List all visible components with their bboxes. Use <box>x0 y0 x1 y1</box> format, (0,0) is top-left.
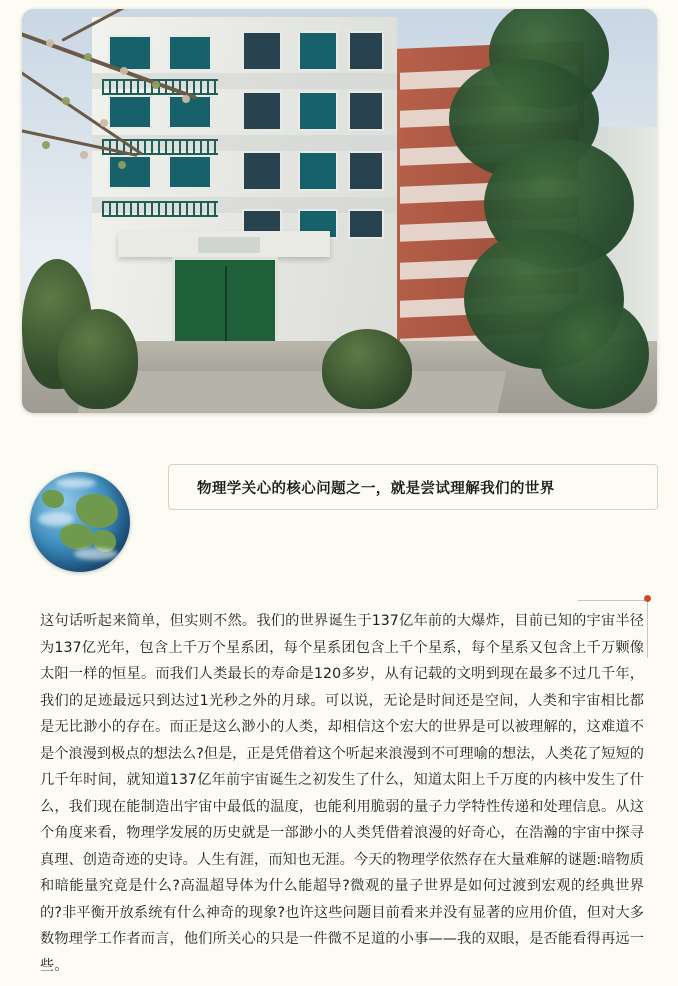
marker-vertical-line <box>647 600 648 658</box>
marker-horizontal-line <box>578 600 646 601</box>
shrub <box>322 329 412 409</box>
hero-photo-illustration <box>22 9 657 413</box>
pine-tree <box>429 9 639 399</box>
quote-row <box>30 460 658 560</box>
hero-image <box>22 9 657 413</box>
quote-box <box>168 464 658 510</box>
shrub <box>58 309 138 409</box>
article-body <box>40 608 644 979</box>
building-sign <box>198 237 260 253</box>
body-paragraph: 这句话听起来简单，但实则不然。我们的世界诞生于137亿年前的大爆炸，目前已知的宇宙半径为137亿光年，包含上千万个星系团，每个星系团包含上千个星系，每个星系又包含上千万颗像太阳一样的恒星。而我们人类最长的寿命是120多岁，从有记载的文明到现在最多不过几千年，我们的足迹最远只到达过1光秒之外的月球。可以说，无论是时间还是空间，人类和宇宙相比都是无比渺小的存在。而正是这么渺小的人类，却相信这个宏大的世界是可以被理解的，这难道不是个浪漫到极点的想法么?但是，正是凭借着这个听起来浪漫到不可理喻的想法，人类花了短短的几千年时间，就知道137亿年前宇宙诞生之初发生了什么，知道太阳上千万度的内核中发生了什么，我们现在能制造出宇宙中最低的温度，也能利用脆弱的量子力学特性传递和处理信息。从这个角度来看，物理学发展的历史就是一部渺小的人类凭借着浪漫的好奇心，在浩瀚的宇宙中探寻真理、创造奇迹的史诗。人生有涯，而知也无涯。今天的物理学依然存在大量难解的谜题:暗物质和暗能量究竟是什么?高温超导体为什么能超导?微观的量子世界是如何过渡到宏观的经典世界的?非平衡开放系统有什么神奇的现象?也许这些问题目前看来并没有显著的应用价值，但对大多数物理学工作者而言，他们所关心的只是一件微不足道的小事——我的双眼，是否能看得再远一些。 <box>40 613 644 974</box>
quote-text: 物理学关心的核心问题之一，就是尝试理解我们的世界 <box>197 480 555 497</box>
marker-dot <box>644 595 651 602</box>
globe-icon <box>30 472 130 572</box>
